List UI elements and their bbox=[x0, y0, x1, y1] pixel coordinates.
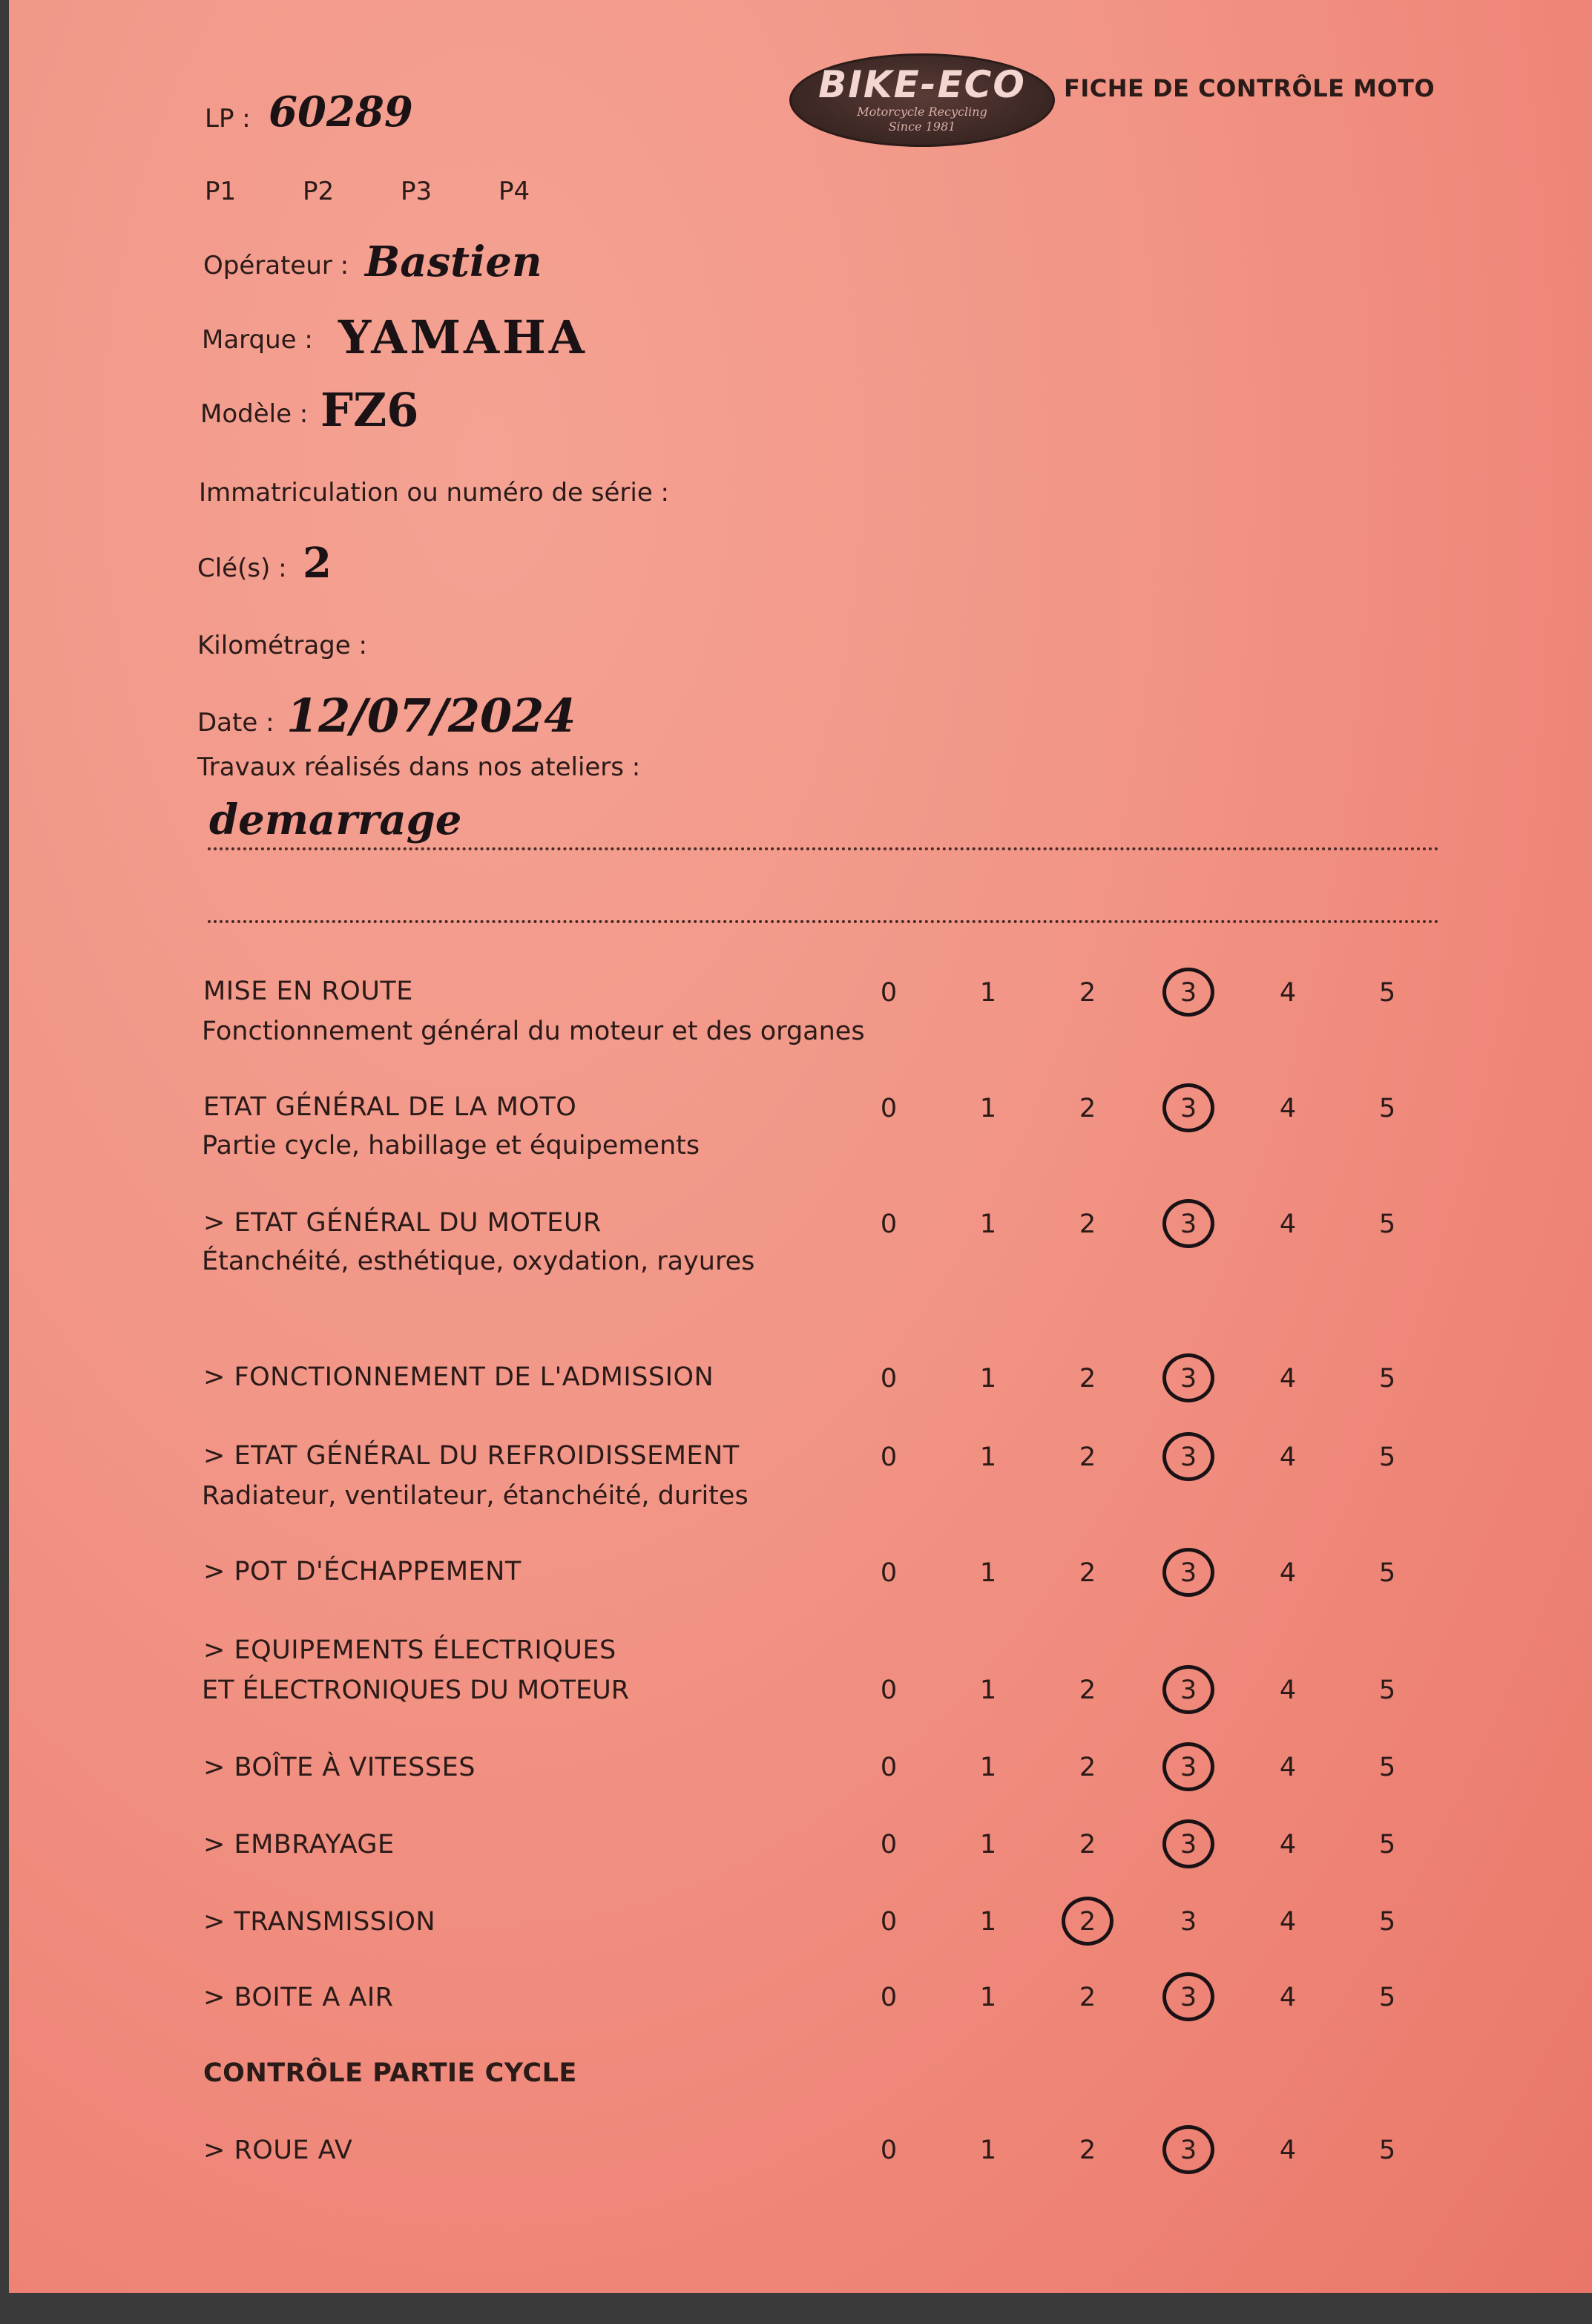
score-option[interactable]: 5 bbox=[1378, 1983, 1396, 2012]
date-value: 12/07/2024 bbox=[286, 689, 576, 743]
selected-score-circle bbox=[1062, 1897, 1114, 1946]
check-title: > TRANSMISSION bbox=[203, 1907, 436, 1937]
score-option[interactable]: 1 bbox=[979, 1983, 997, 2012]
score-option[interactable]: 1 bbox=[979, 1094, 997, 1123]
score-option[interactable]: 5 bbox=[1378, 1442, 1396, 1472]
position-p3: P3 bbox=[401, 177, 432, 206]
modele-value: FZ6 bbox=[320, 383, 419, 437]
score-option[interactable]: 3 bbox=[1180, 1907, 1197, 1937]
position-p2: P2 bbox=[303, 177, 335, 206]
score-option[interactable]: 0 bbox=[880, 1094, 898, 1123]
immatriculation-label: Immatriculation ou numéro de série : bbox=[199, 478, 669, 508]
score-option[interactable]: 5 bbox=[1378, 1830, 1396, 1859]
score-option[interactable]: 2 bbox=[1079, 978, 1096, 1008]
score-option[interactable]: 0 bbox=[880, 1753, 898, 1782]
score-option[interactable]: 0 bbox=[880, 978, 898, 1008]
score-option[interactable]: 4 bbox=[1279, 1907, 1297, 1937]
score-option[interactable]: 2 bbox=[1079, 1364, 1096, 1394]
score-option[interactable]: 2 bbox=[1079, 1094, 1096, 1123]
cles-label: Clé(s) : bbox=[197, 554, 287, 583]
score-option[interactable]: 3 bbox=[1180, 1830, 1197, 1859]
score-option[interactable]: 0 bbox=[880, 1364, 898, 1394]
score-option[interactable]: 0 bbox=[880, 1830, 898, 1859]
travaux-line-2 bbox=[208, 920, 1439, 923]
selected-score-circle bbox=[1162, 1432, 1214, 1481]
travaux-label: Travaux réalisés dans nos ateliers : bbox=[197, 752, 641, 782]
score-option[interactable]: 1 bbox=[979, 1830, 997, 1859]
lp-label: LP : bbox=[205, 104, 251, 134]
check-title: > ETAT GÉNÉRAL DU MOTEUR bbox=[203, 1208, 602, 1238]
score-option[interactable]: 4 bbox=[1279, 1830, 1297, 1859]
check-subtitle: ET ÉLECTRONIQUES DU MOTEUR bbox=[202, 1675, 630, 1705]
kilometrage-label: Kilométrage : bbox=[197, 631, 367, 660]
travaux-line-1 bbox=[208, 847, 1439, 850]
score-option[interactable]: 1 bbox=[979, 1209, 997, 1239]
score-option[interactable]: 1 bbox=[979, 2136, 997, 2165]
score-option[interactable]: 0 bbox=[880, 1209, 898, 1239]
selected-score-circle bbox=[1162, 1083, 1214, 1132]
modele-label: Modèle : bbox=[200, 399, 309, 429]
cycle-section-title: CONTRÔLE PARTIE CYCLE bbox=[203, 2058, 577, 2088]
score-option[interactable]: 4 bbox=[1279, 1675, 1297, 1705]
selected-score-circle bbox=[1162, 1819, 1214, 1868]
score-option[interactable]: 5 bbox=[1378, 1907, 1396, 1937]
score-option[interactable]: 1 bbox=[979, 1907, 997, 1937]
lp-value: 60289 bbox=[269, 88, 413, 137]
score-option[interactable]: 4 bbox=[1279, 1442, 1297, 1472]
check-title: > POT D'ÉCHAPPEMENT bbox=[203, 1557, 522, 1586]
document-title: FICHE DE CONTRÔLE MOTO bbox=[1064, 74, 1435, 102]
check-title: > BOITE A AIR bbox=[203, 1983, 394, 2012]
score-option[interactable]: 3 bbox=[1180, 1753, 1197, 1782]
score-option[interactable]: 0 bbox=[880, 1442, 898, 1472]
score-option[interactable]: 3 bbox=[1180, 978, 1197, 1008]
score-option[interactable]: 5 bbox=[1378, 1094, 1396, 1123]
score-option[interactable]: 5 bbox=[1378, 1364, 1396, 1394]
operateur-label: Opérateur : bbox=[203, 251, 349, 280]
check-title: > BOÎTE À VITESSES bbox=[203, 1753, 476, 1782]
selected-score-circle bbox=[1162, 968, 1214, 1017]
score-option[interactable]: 4 bbox=[1279, 1094, 1297, 1123]
bike-eco-logo: BIKE-ECO Motorcycle Recycling Since 1981 bbox=[789, 53, 1055, 147]
score-option[interactable]: 1 bbox=[979, 1558, 997, 1588]
score-option[interactable]: 3 bbox=[1180, 2136, 1197, 2165]
position-p1: P1 bbox=[205, 177, 237, 206]
score-option[interactable]: 0 bbox=[880, 1907, 898, 1937]
check-title: > ROUE AV bbox=[203, 2136, 353, 2165]
score-option[interactable]: 1 bbox=[979, 1675, 997, 1705]
score-option[interactable]: 2 bbox=[1079, 1753, 1096, 1782]
score-option[interactable]: 5 bbox=[1378, 1209, 1396, 1239]
position-p4: P4 bbox=[499, 177, 530, 206]
cles-value: 2 bbox=[303, 539, 332, 588]
marque-value: YAMAHA bbox=[338, 310, 588, 364]
score-option[interactable]: 1 bbox=[979, 978, 997, 1008]
score-option[interactable]: 0 bbox=[880, 1983, 898, 2012]
score-option[interactable]: 3 bbox=[1180, 1442, 1197, 1472]
score-option[interactable]: 5 bbox=[1378, 1558, 1396, 1588]
score-option[interactable]: 3 bbox=[1180, 1983, 1197, 2012]
control-sheet bbox=[9, 0, 1592, 2293]
score-option[interactable]: 0 bbox=[880, 1558, 898, 1588]
selected-score-circle bbox=[1162, 1353, 1214, 1402]
score-option[interactable]: 2 bbox=[1079, 1675, 1096, 1705]
selected-score-circle bbox=[1162, 1548, 1214, 1597]
check-title: > EMBRAYAGE bbox=[203, 1830, 395, 1859]
check-subtitle: Étanchéité, esthétique, oxydation, rayures bbox=[202, 1247, 755, 1276]
check-subtitle: Partie cycle, habillage et équipements bbox=[202, 1131, 700, 1161]
check-title: > ETAT GÉNÉRAL DU REFROIDISSEMENT bbox=[203, 1441, 740, 1471]
score-option[interactable]: 4 bbox=[1279, 1753, 1297, 1782]
score-option[interactable]: 0 bbox=[880, 2136, 898, 2165]
check-title: > EQUIPEMENTS ÉLECTRIQUES bbox=[203, 1635, 616, 1665]
score-option[interactable]: 3 bbox=[1180, 1558, 1197, 1588]
selected-score-circle bbox=[1162, 1972, 1214, 2021]
score-option[interactable]: 2 bbox=[1079, 1442, 1096, 1472]
score-option[interactable]: 3 bbox=[1180, 1209, 1197, 1239]
score-option[interactable]: 4 bbox=[1279, 1364, 1297, 1394]
score-option[interactable]: 2 bbox=[1079, 1209, 1096, 1239]
score-option[interactable]: 5 bbox=[1378, 2136, 1396, 2165]
check-subtitle: Fonctionnement général du moteur et des organes bbox=[202, 1017, 865, 1046]
score-option[interactable]: 4 bbox=[1279, 1209, 1297, 1239]
score-option[interactable]: 4 bbox=[1279, 978, 1297, 1008]
score-option[interactable]: 1 bbox=[979, 1442, 997, 1472]
score-option[interactable]: 4 bbox=[1279, 1558, 1297, 1588]
score-option[interactable]: 1 bbox=[979, 1364, 997, 1394]
score-option[interactable]: 2 bbox=[1079, 2136, 1096, 2165]
selected-score-circle bbox=[1162, 2125, 1214, 2174]
score-option[interactable]: 0 bbox=[880, 1675, 898, 1705]
marque-label: Marque : bbox=[202, 325, 313, 355]
score-option[interactable]: 3 bbox=[1180, 1675, 1197, 1705]
operateur-value: Bastien bbox=[365, 237, 542, 286]
score-option[interactable]: 5 bbox=[1378, 1753, 1396, 1782]
score-option[interactable]: 2 bbox=[1079, 1983, 1096, 2012]
score-option[interactable]: 5 bbox=[1378, 978, 1396, 1008]
score-option[interactable]: 3 bbox=[1180, 1364, 1197, 1394]
score-option[interactable]: 4 bbox=[1279, 2136, 1297, 2165]
score-option[interactable]: 5 bbox=[1378, 1675, 1396, 1705]
selected-score-circle bbox=[1162, 1665, 1214, 1714]
check-title: > FONCTIONNEMENT DE L'ADMISSION bbox=[203, 1362, 714, 1392]
selected-score-circle bbox=[1162, 1742, 1214, 1791]
score-option[interactable]: 2 bbox=[1079, 1907, 1096, 1937]
date-label: Date : bbox=[197, 708, 274, 738]
selected-score-circle bbox=[1162, 1199, 1214, 1248]
score-option[interactable]: 2 bbox=[1079, 1558, 1096, 1588]
travaux-value: demarrage bbox=[209, 795, 462, 844]
score-option[interactable]: 1 bbox=[979, 1753, 997, 1782]
check-title: MISE EN ROUTE bbox=[203, 976, 413, 1006]
score-option[interactable]: 3 bbox=[1180, 1094, 1197, 1123]
check-title: ETAT GÉNÉRAL DE LA MOTO bbox=[203, 1092, 577, 1122]
check-subtitle: Radiateur, ventilateur, étanchéité, durites bbox=[202, 1481, 749, 1511]
score-option[interactable]: 2 bbox=[1079, 1830, 1096, 1859]
score-option[interactable]: 4 bbox=[1279, 1983, 1297, 2012]
